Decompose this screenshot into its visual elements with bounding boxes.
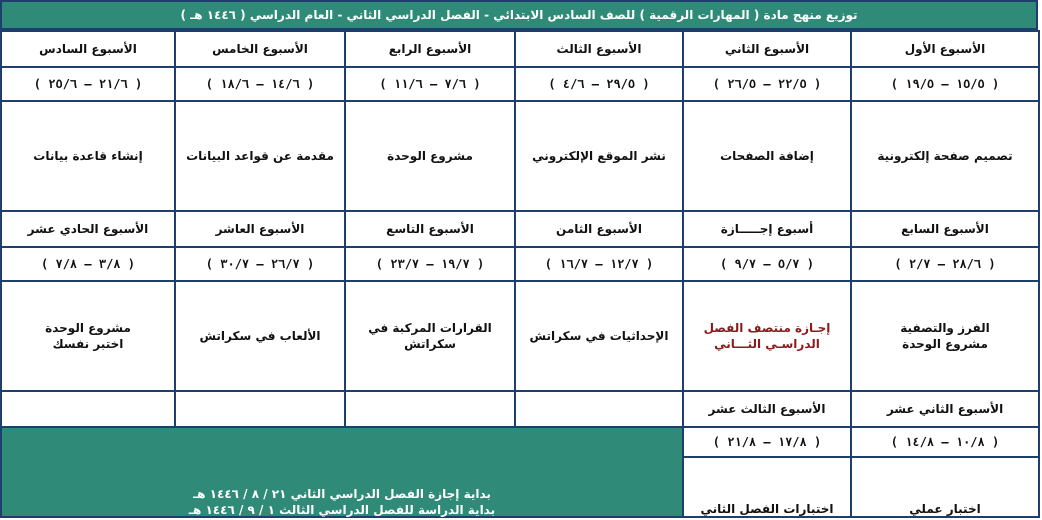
lesson-cell: نشر الموقع الإلكتروني bbox=[515, 101, 683, 211]
lesson-cell bbox=[345, 281, 515, 391]
lesson-cell bbox=[515, 281, 683, 391]
lesson-cell: إضافة الصفحات bbox=[683, 101, 851, 211]
note-line-2: بداية الدراسة للفصل الدراسي الثالث ١ / ٩ / ١٤٤٦ هـ bbox=[188, 503, 496, 517]
week-names-row-1 bbox=[1, 31, 1039, 67]
week-dates: ( ٢٨/٦ — ٢/٧ ) bbox=[851, 247, 1039, 281]
lessons-row-2 bbox=[1, 281, 1039, 391]
lesson-cell: تصميم صفحة إلكترونية bbox=[851, 101, 1039, 211]
lesson-cell bbox=[851, 281, 1039, 391]
week-dates: ( ١٧/٨ — ٢١/٨ ) bbox=[683, 427, 851, 457]
week-dates: ( ٢٦/٧ — ٣٠/٧ ) bbox=[175, 247, 345, 281]
week-name: الأسبوع الأول bbox=[851, 31, 1039, 67]
page-title: توزيع منهج مادة ( المهارات الرقمية ) للصف السادس الابتدائي - الفصل الدراسي الثاني - العام الدراسي ( ١٤٤٦ هـ ) bbox=[0, 0, 1038, 30]
lesson-cell: اختبارات الفصل الثاني bbox=[683, 457, 851, 517]
empty-cell bbox=[515, 391, 683, 427]
lesson-line: إجـازة منتصف الفصل bbox=[703, 321, 831, 335]
lesson-line: مشروع الوحدة bbox=[902, 337, 988, 351]
week-dates: ( ٥/٧ — ٩/٧ ) bbox=[683, 247, 851, 281]
lesson-cell: مقدمة عن قواعد البيانات bbox=[175, 101, 345, 211]
lesson-cell bbox=[1, 281, 175, 391]
week-dates: ( ١٥/٥ — ١٩/٥ ) bbox=[851, 67, 1039, 101]
week-dates: ( ٢٩/٥ — ٤/٦ ) bbox=[515, 67, 683, 101]
lesson-cell: اختبار عملي bbox=[851, 457, 1039, 517]
week-name: الأسبوع السادس bbox=[1, 31, 175, 67]
empty-cell bbox=[175, 391, 345, 427]
lesson-line: القرارات المركبة في bbox=[368, 321, 492, 335]
week-dates: ( ٧/٦ — ١١/٦ ) bbox=[345, 67, 515, 101]
lesson-line: سكراتش bbox=[404, 337, 456, 351]
lesson-cell: مشروع الوحدة bbox=[345, 101, 515, 211]
semester-note bbox=[1, 427, 683, 517]
week-dates-row-2 bbox=[1, 247, 1039, 281]
week-name: الأسبوع الخامس bbox=[175, 31, 345, 67]
week-name: أسبوع إجـــــازة bbox=[683, 211, 851, 247]
week-name: الأسبوع الرابع bbox=[345, 31, 515, 67]
lesson-line: الألعاب في سكراتش bbox=[199, 329, 321, 343]
week-dates: ( ١٢/٧ — ١٦/٧ ) bbox=[515, 247, 683, 281]
week-name: الأسبوع الثاني bbox=[683, 31, 851, 67]
week-name: الأسبوع الثامن bbox=[515, 211, 683, 247]
lesson-cell: إنشاء قاعدة بيانات bbox=[1, 101, 175, 211]
week-name: الأسبوع الثاني عشر bbox=[851, 391, 1039, 427]
lesson-cell bbox=[175, 281, 345, 391]
lesson-line: مشروع الوحدة bbox=[45, 321, 131, 335]
week-dates: ( ٢٢/٥ — ٢٦/٥ ) bbox=[683, 67, 851, 101]
holiday-cell bbox=[683, 281, 851, 391]
week-dates-row-3 bbox=[1, 427, 1039, 457]
lesson-line: اختبر نفسك bbox=[52, 337, 124, 351]
lesson-line: الإحداثيات في سكراتش bbox=[529, 329, 669, 343]
lesson-line: الدراسـي الثـــاني bbox=[714, 337, 820, 351]
empty-cell bbox=[345, 391, 515, 427]
week-dates: ( ١٤/٦ — ١٨/٦ ) bbox=[175, 67, 345, 101]
week-name: الأسبوع التاسع bbox=[345, 211, 515, 247]
week-dates: ( ١٠/٨ — ١٤/٨ ) bbox=[851, 427, 1039, 457]
note-line-1: بداية إجازة الفصل الدراسي الثاني ٢١ / ٨ / ١٤٤٦ هـ bbox=[193, 487, 491, 501]
week-dates-row-1 bbox=[1, 67, 1039, 101]
week-names-row-2 bbox=[1, 211, 1039, 247]
week-dates: ( ٢١/٦ — ٢٥/٦ ) bbox=[1, 67, 175, 101]
week-name: الأسبوع الثالث عشر bbox=[683, 391, 851, 427]
week-name: الأسبوع العاشر bbox=[175, 211, 345, 247]
lesson-line: الفرز والتصفية bbox=[900, 321, 990, 335]
week-dates: ( ١٩/٧ — ٢٣/٧ ) bbox=[345, 247, 515, 281]
week-name: الأسبوع الثالث bbox=[515, 31, 683, 67]
week-dates: ( ٣/٨ — ٧/٨ ) bbox=[1, 247, 175, 281]
week-names-row-3 bbox=[1, 391, 1039, 427]
schedule-table bbox=[0, 30, 1040, 518]
week-name: الأسبوع الحادي عشر bbox=[1, 211, 175, 247]
lessons-row-1 bbox=[1, 101, 1039, 211]
week-name: الأسبوع السابع bbox=[851, 211, 1039, 247]
empty-cell bbox=[1, 391, 175, 427]
